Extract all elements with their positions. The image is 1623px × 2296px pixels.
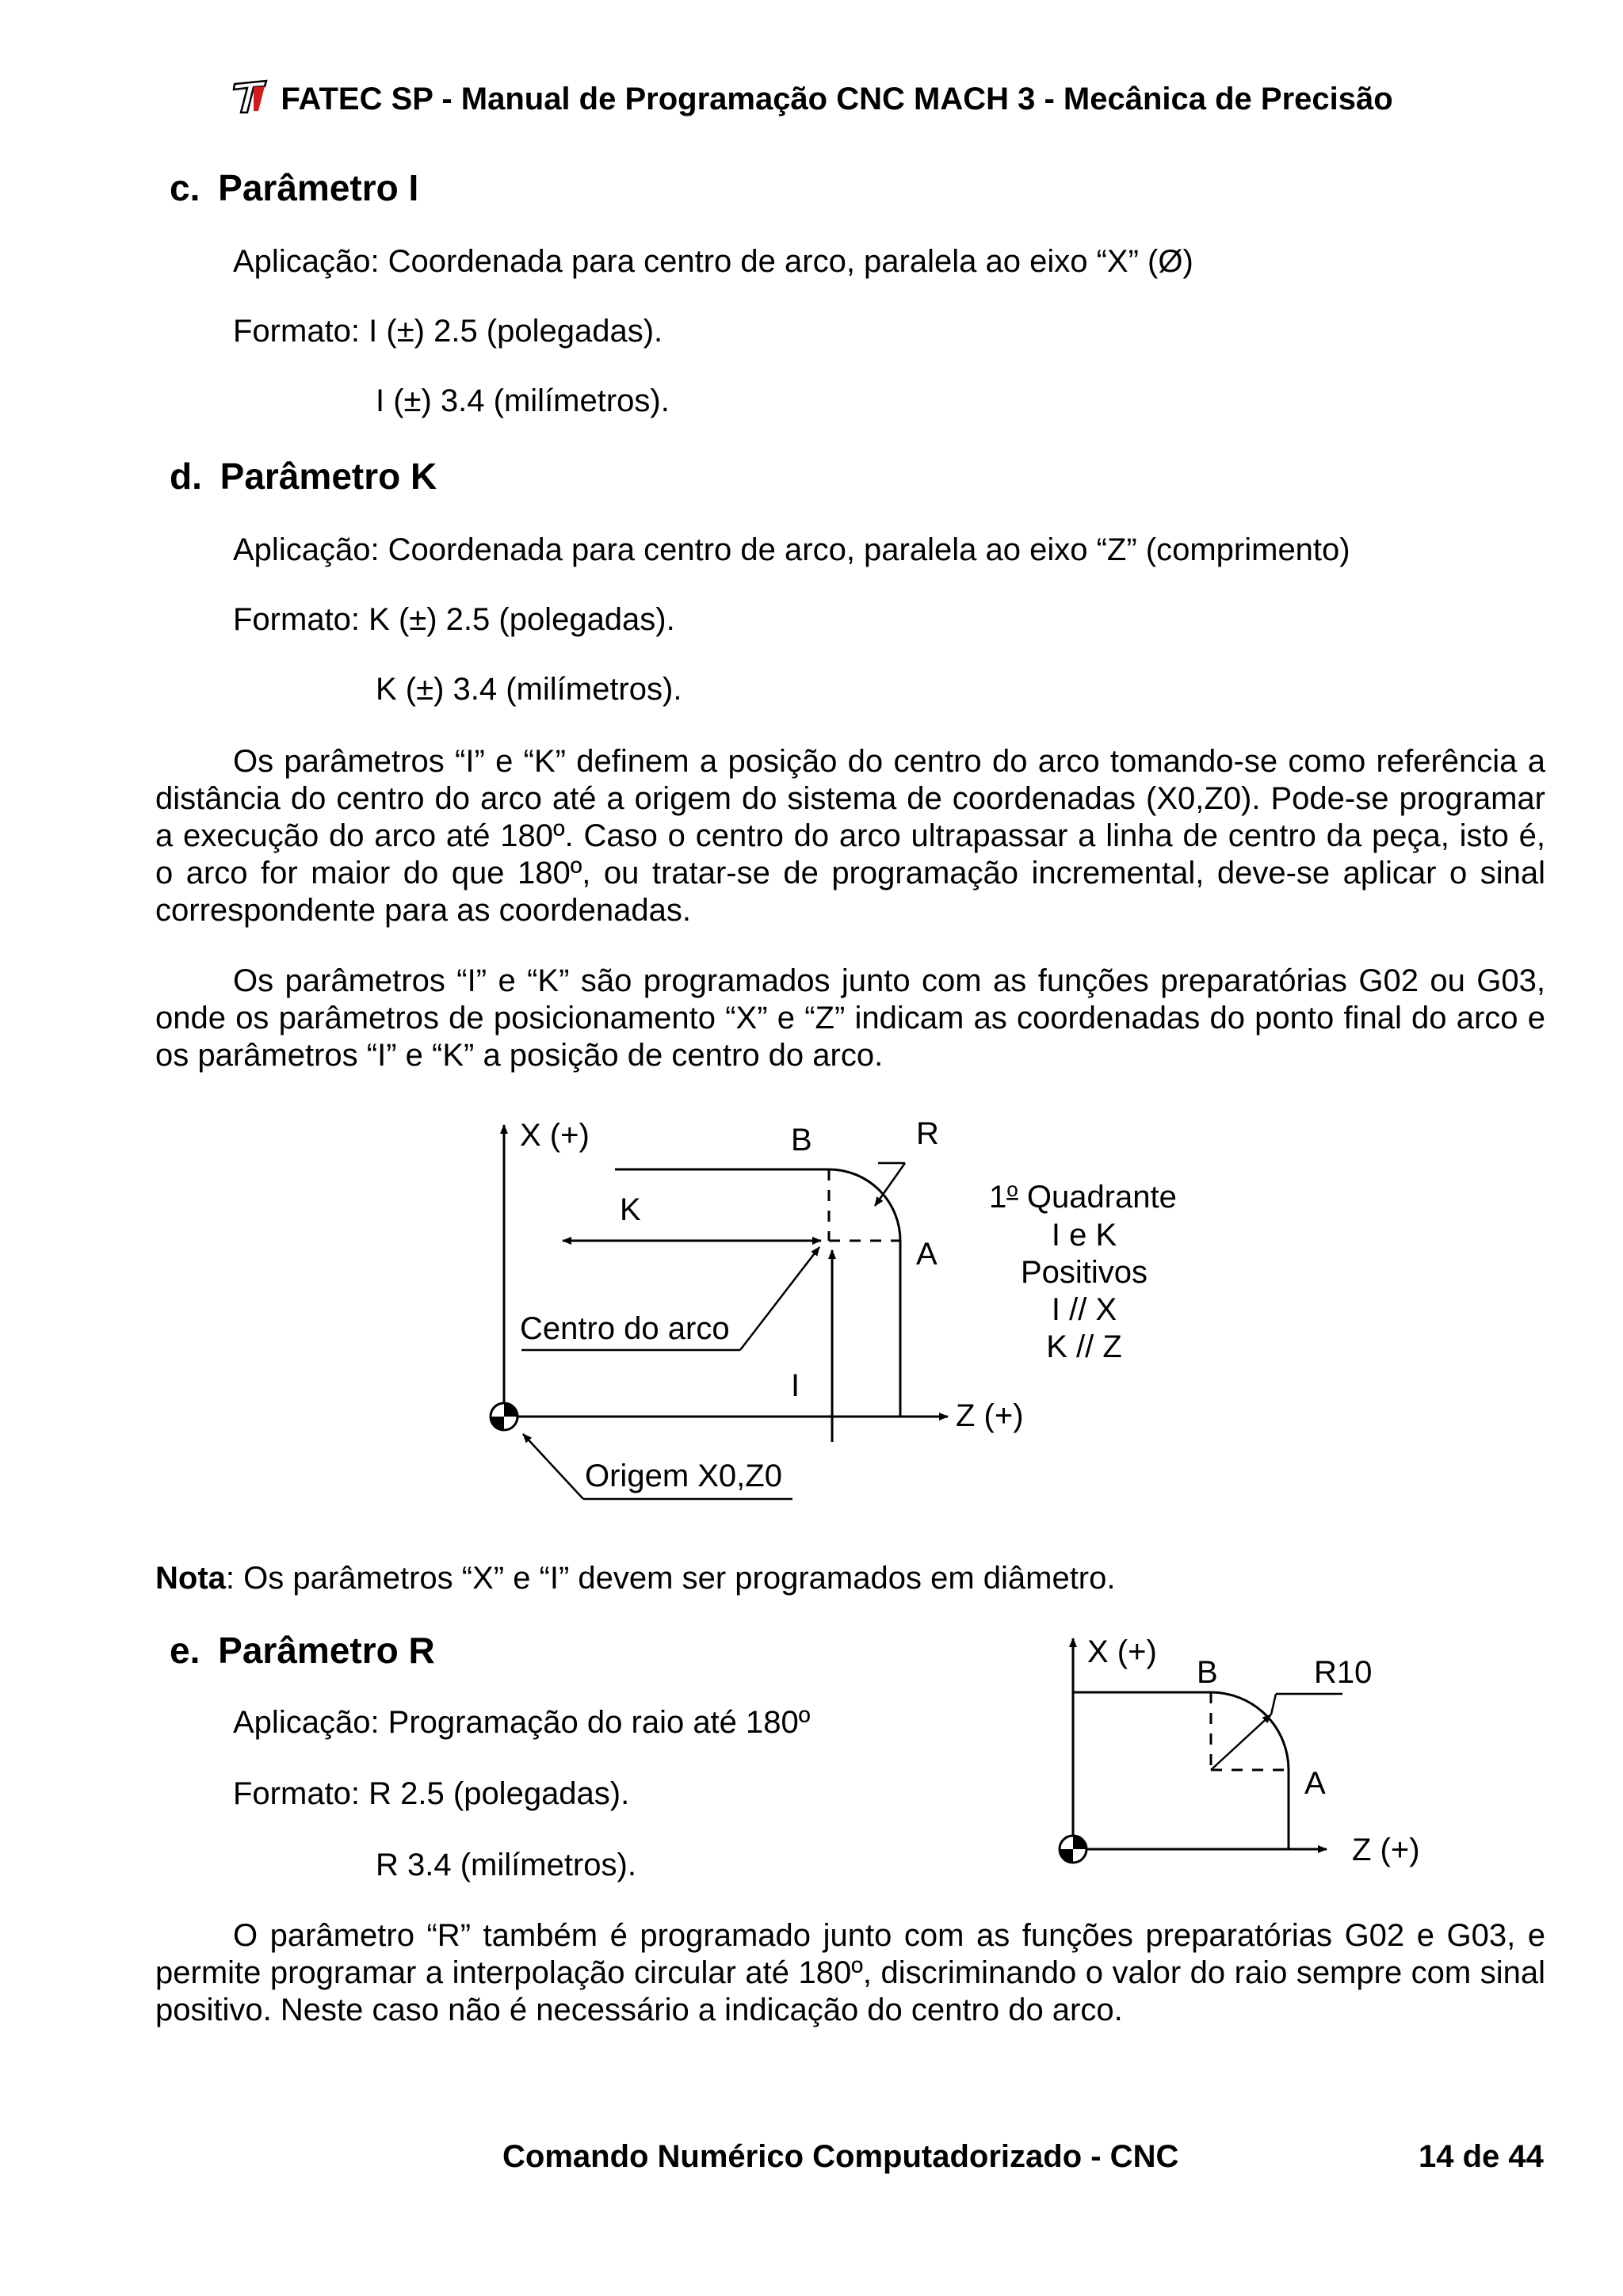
section-d-format-mm: K (±) 3.4 (milímetros).	[376, 672, 682, 707]
diagram-radius-r10	[1060, 1634, 1420, 1867]
d2-z-axis-label: Z (+)	[1352, 1833, 1420, 1867]
section-e-title: Parâmetro R	[218, 1630, 435, 1671]
d1-x-axis-label: X (+)	[520, 1118, 590, 1153]
d2-radius-leader-up	[1271, 1694, 1276, 1714]
d1-radius-label: R	[916, 1116, 939, 1151]
section-c-letter: c.	[170, 167, 200, 208]
section-d-format: Formato: K (±) 2.5 (polegadas).	[233, 602, 675, 637]
d2-point-b: B	[1197, 1655, 1218, 1690]
section-e-format-mm: R 3.4 (milímetros).	[376, 1848, 636, 1882]
d1-center-label: Centro do arco	[520, 1311, 730, 1346]
d2-origin-symbol-icon	[1060, 1836, 1086, 1863]
d2-x-axis-label: X (+)	[1087, 1634, 1157, 1669]
note-text: : Os parâmetros “X” e “I” devem ser programados em diâmetro.	[225, 1561, 1116, 1596]
paragraph-r-programming	[155, 1917, 1545, 2029]
section-d-letter: d.	[170, 456, 202, 497]
note-label: Nota	[155, 1561, 226, 1596]
note	[155, 1561, 1116, 1596]
section-e-format: Formato: R 2.5 (polegadas).	[233, 1776, 630, 1811]
d1-z-axis-label: Z (+)	[956, 1398, 1024, 1433]
footer-title: Comando Numérico Computadorizado - CNC	[502, 2139, 1179, 2174]
d1-k-label: K	[620, 1192, 641, 1227]
d1-quadrant-title: 1$^o$ Quadrante	[989, 1177, 1177, 1215]
d2-radius-label: R10	[1314, 1655, 1373, 1690]
header-title: FATEC SP - Manual de Programação CNC MACH 3 - Mecânica de Precisão	[281, 82, 1393, 116]
d1-info-line-3: I // X	[1051, 1292, 1117, 1327]
section-d-title: Parâmetro K	[220, 456, 437, 497]
section-c-format: Formato: I (±) 2.5 (polegadas).	[233, 314, 663, 349]
paragraph-1-text: Os parâmetros “I” e “K” definem a posição do centro do arco tomando-se como referência a distância do centro do arco até a origem do sistema de coordenadas (X0,Z0). Pode-se programar a execução do arco até 180º. Caso o centro do arco ultrapassar a linha de centro da peça, isto é, o arco for maior do que 180º, ou tratar-se de programação incremental, deve-se aplicar o sinal correspondente para as coordenadas.	[155, 744, 1545, 928]
section-e-application: Aplicação: Programação do raio até 180º	[233, 1705, 811, 1740]
d1-origin-symbol-icon	[491, 1403, 517, 1430]
d2-radius-arrow	[1211, 1714, 1271, 1770]
paragraph-2-text: Os parâmetros “I” e “K” são programados junto com as funções preparatórias G02 ou G03, onde os parâmetros de posicionamento “X” e “Z” indicam as coordenadas do ponto final do arco e os parâmetros “I” e “K” a posição de centro do arco.	[155, 963, 1545, 1073]
section-c-format-mm: I (±) 3.4 (milímetros).	[376, 383, 670, 418]
d1-r-leader-arrow	[875, 1163, 905, 1206]
section-c-title: Parâmetro I	[218, 167, 419, 208]
footer-page-number: 14 de 44	[1419, 2139, 1544, 2174]
section-e-heading	[170, 1629, 435, 1672]
paragraph-3-text: O parâmetro “R” também é programado junto com as funções preparatórias G02 e G03, e permite programar a interpolação circular até 180º, discriminando o valor do raio sempre com sinal positivo. Neste caso não é necessário a indicação do centro do arco.	[155, 1918, 1545, 2027]
d1-origin-leader-arrow	[523, 1434, 583, 1499]
section-e-letter: e.	[170, 1630, 200, 1671]
d1-center-leader-arrow	[740, 1247, 819, 1350]
d1-info-line-2: Positivos	[1020, 1255, 1148, 1290]
d1-i-label: I	[791, 1368, 800, 1403]
section-d-application: Aplicação: Coordenada para centro de arco, paralela ao eixo “Z” (comprimento)	[233, 532, 1350, 567]
d1-info-line-1: I e K	[1051, 1218, 1117, 1253]
d1-point-b: B	[791, 1123, 812, 1158]
d1-origin-label: Origem X0,Z0	[585, 1459, 782, 1493]
d1-point-a: A	[916, 1237, 938, 1272]
d2-point-a: A	[1304, 1766, 1326, 1801]
section-c-application: Aplicação: Coordenada para centro de arco, paralela ao eixo “X” (Ø)	[233, 244, 1193, 279]
d1-info-line-4: K // Z	[1046, 1329, 1122, 1364]
d1-part-profile	[615, 1169, 900, 1417]
